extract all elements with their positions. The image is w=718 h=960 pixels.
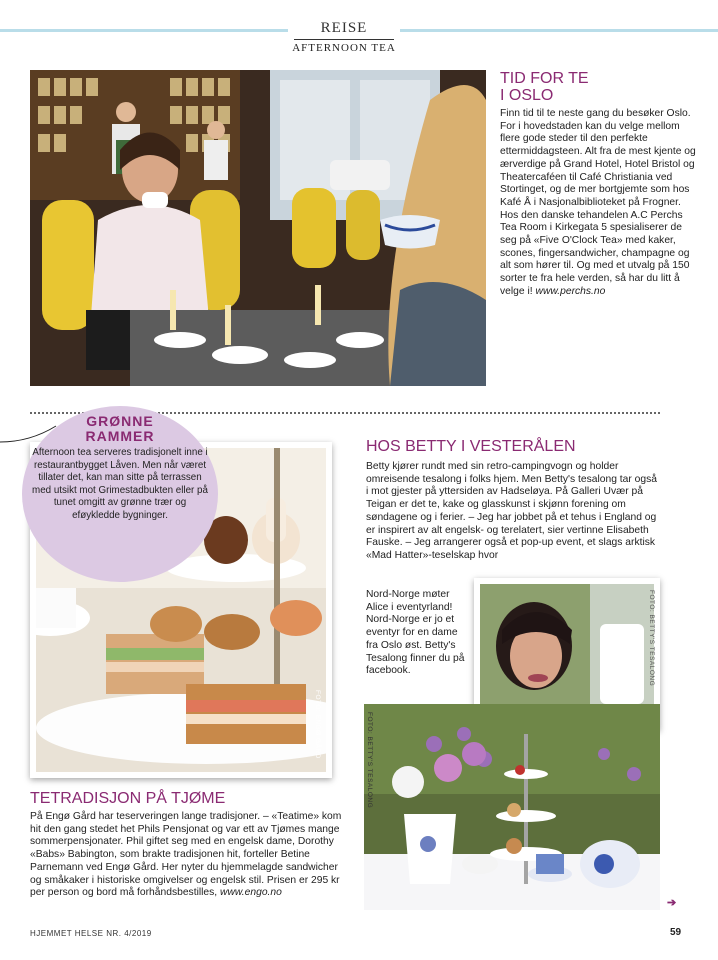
next-page-arrow-icon: ➔ <box>667 897 677 909</box>
section-label: REISE <box>320 20 368 36</box>
cakes-photo-credit: FOTO: ENGØ GÅRD <box>314 690 321 759</box>
tjome-heading: TETRADISJON PÅ TJØME <box>30 790 226 807</box>
perchs-link[interactable]: www.perchs.no <box>535 285 606 297</box>
page-number: 59 <box>670 927 682 938</box>
green-frames-body: Afternoon tea serveres tradisjonelt inne i restaurantbygget Låven. Men når været tillater det, kan man sitte på terrassen med utsikt mot Grimestadbukten eller på tunet omgitt av grønne trær og eføykledde bygninger. <box>32 447 208 521</box>
circle-pointer-line <box>0 420 60 450</box>
section-divider <box>294 39 394 40</box>
tea-room-photo <box>30 70 486 386</box>
tjome-paragraph: På Engø Gård har teserveringen lange tradisjoner. – «Teatime» kom hit den gang stedet het Phils Pensjonat og var ett av Tjømes mange sommerpensjonater. Phil giftet seg med en engelsk dame, Dorothy «Babs» Babington, som brakte tradisjonen hit, forteller Betine Parnemann ved Engø Gård. Her nyter du hjemmelagde sandwicher og småkaker i historiske omgivelser og engelsk stil. Prisen er 295 kr per person og bord må forhåndsbestilles, <box>30 811 342 899</box>
oslo-heading-line2: I OSLO <box>500 87 554 104</box>
green-frames-heading-line2: RAMMER <box>85 428 155 444</box>
oslo-heading-line1: TID FOR TE <box>500 70 589 87</box>
green-frames-heading <box>60 414 180 444</box>
green-frames-heading-line1: GRØNNE <box>86 413 154 429</box>
header-rule-left <box>0 29 288 32</box>
betty-body-continued: Nord-Norge møter Alice i eventyrland! Nord-Norge er jo et eventyr for en dame fra Oslo øst. Betty's Tesalong finner du på facebook. <box>366 589 465 677</box>
engo-link[interactable]: www.engo.no <box>220 887 282 899</box>
oslo-heading <box>500 70 700 104</box>
header-rule-right <box>400 29 718 32</box>
section-subtitle: AFTERNOON TEA <box>292 42 396 54</box>
betty-portrait-credit: FOTO: BETTY'S TESALONG <box>648 590 655 687</box>
betty-body: Betty kjører rundt med sin retro-campingvogn og holder omreisende tesalong i folks hjem. Men Betty's tesalong tar også i mot gjester på yttersiden av Hadseløya. På Galleri Uvær på Teigan er det te, kake og glasskunst i skjønn forening om søndagene og i ferier. – Jeg har jobbet på et tehus i England og er inspirert av alt engelsk- og terelatert, sier vertinne Elisabeth Fauske. – Jeg arrangerer også et pop-up event, et slags arktisk «Mad Hatter»-teselskap hvor <box>366 461 658 561</box>
table-photo-credit: FOTO: BETTY'S TESALONG <box>366 712 373 809</box>
betty-heading: HOS BETTY I VESTERÅLEN <box>366 438 576 455</box>
tjome-body <box>30 811 342 900</box>
magazine-issue: HJEMMET HELSE NR. 4/2019 <box>30 929 152 938</box>
oslo-body <box>500 108 700 299</box>
tea-table-photo <box>364 704 660 910</box>
oslo-paragraph: Finn tid til te neste gang du besøker Oslo. For i hovedstaden kan du velge mellom flere gode steder til den perfekte ettermiddagsteen. Alt fra de mest kjente og ærverdige på Grand Hotel, Hotel Bristol og Theatercaféen til Café Christiania ved Stortinget, og de mer bortgjemte som hos Kafé Å i Nasjonalbiblioteket på Frogner. Hos den danske tehandelen A.C Perchs Tea Room i Kirkegata 5 spesialiserer de seg på «Five O'Clock Tea» med kaker, scones, fingersandwicher, champagne og alt som hører til. Og med et utvalg på 150 sorter te fra hele verden, så har du litt å velge i! <box>500 108 696 297</box>
